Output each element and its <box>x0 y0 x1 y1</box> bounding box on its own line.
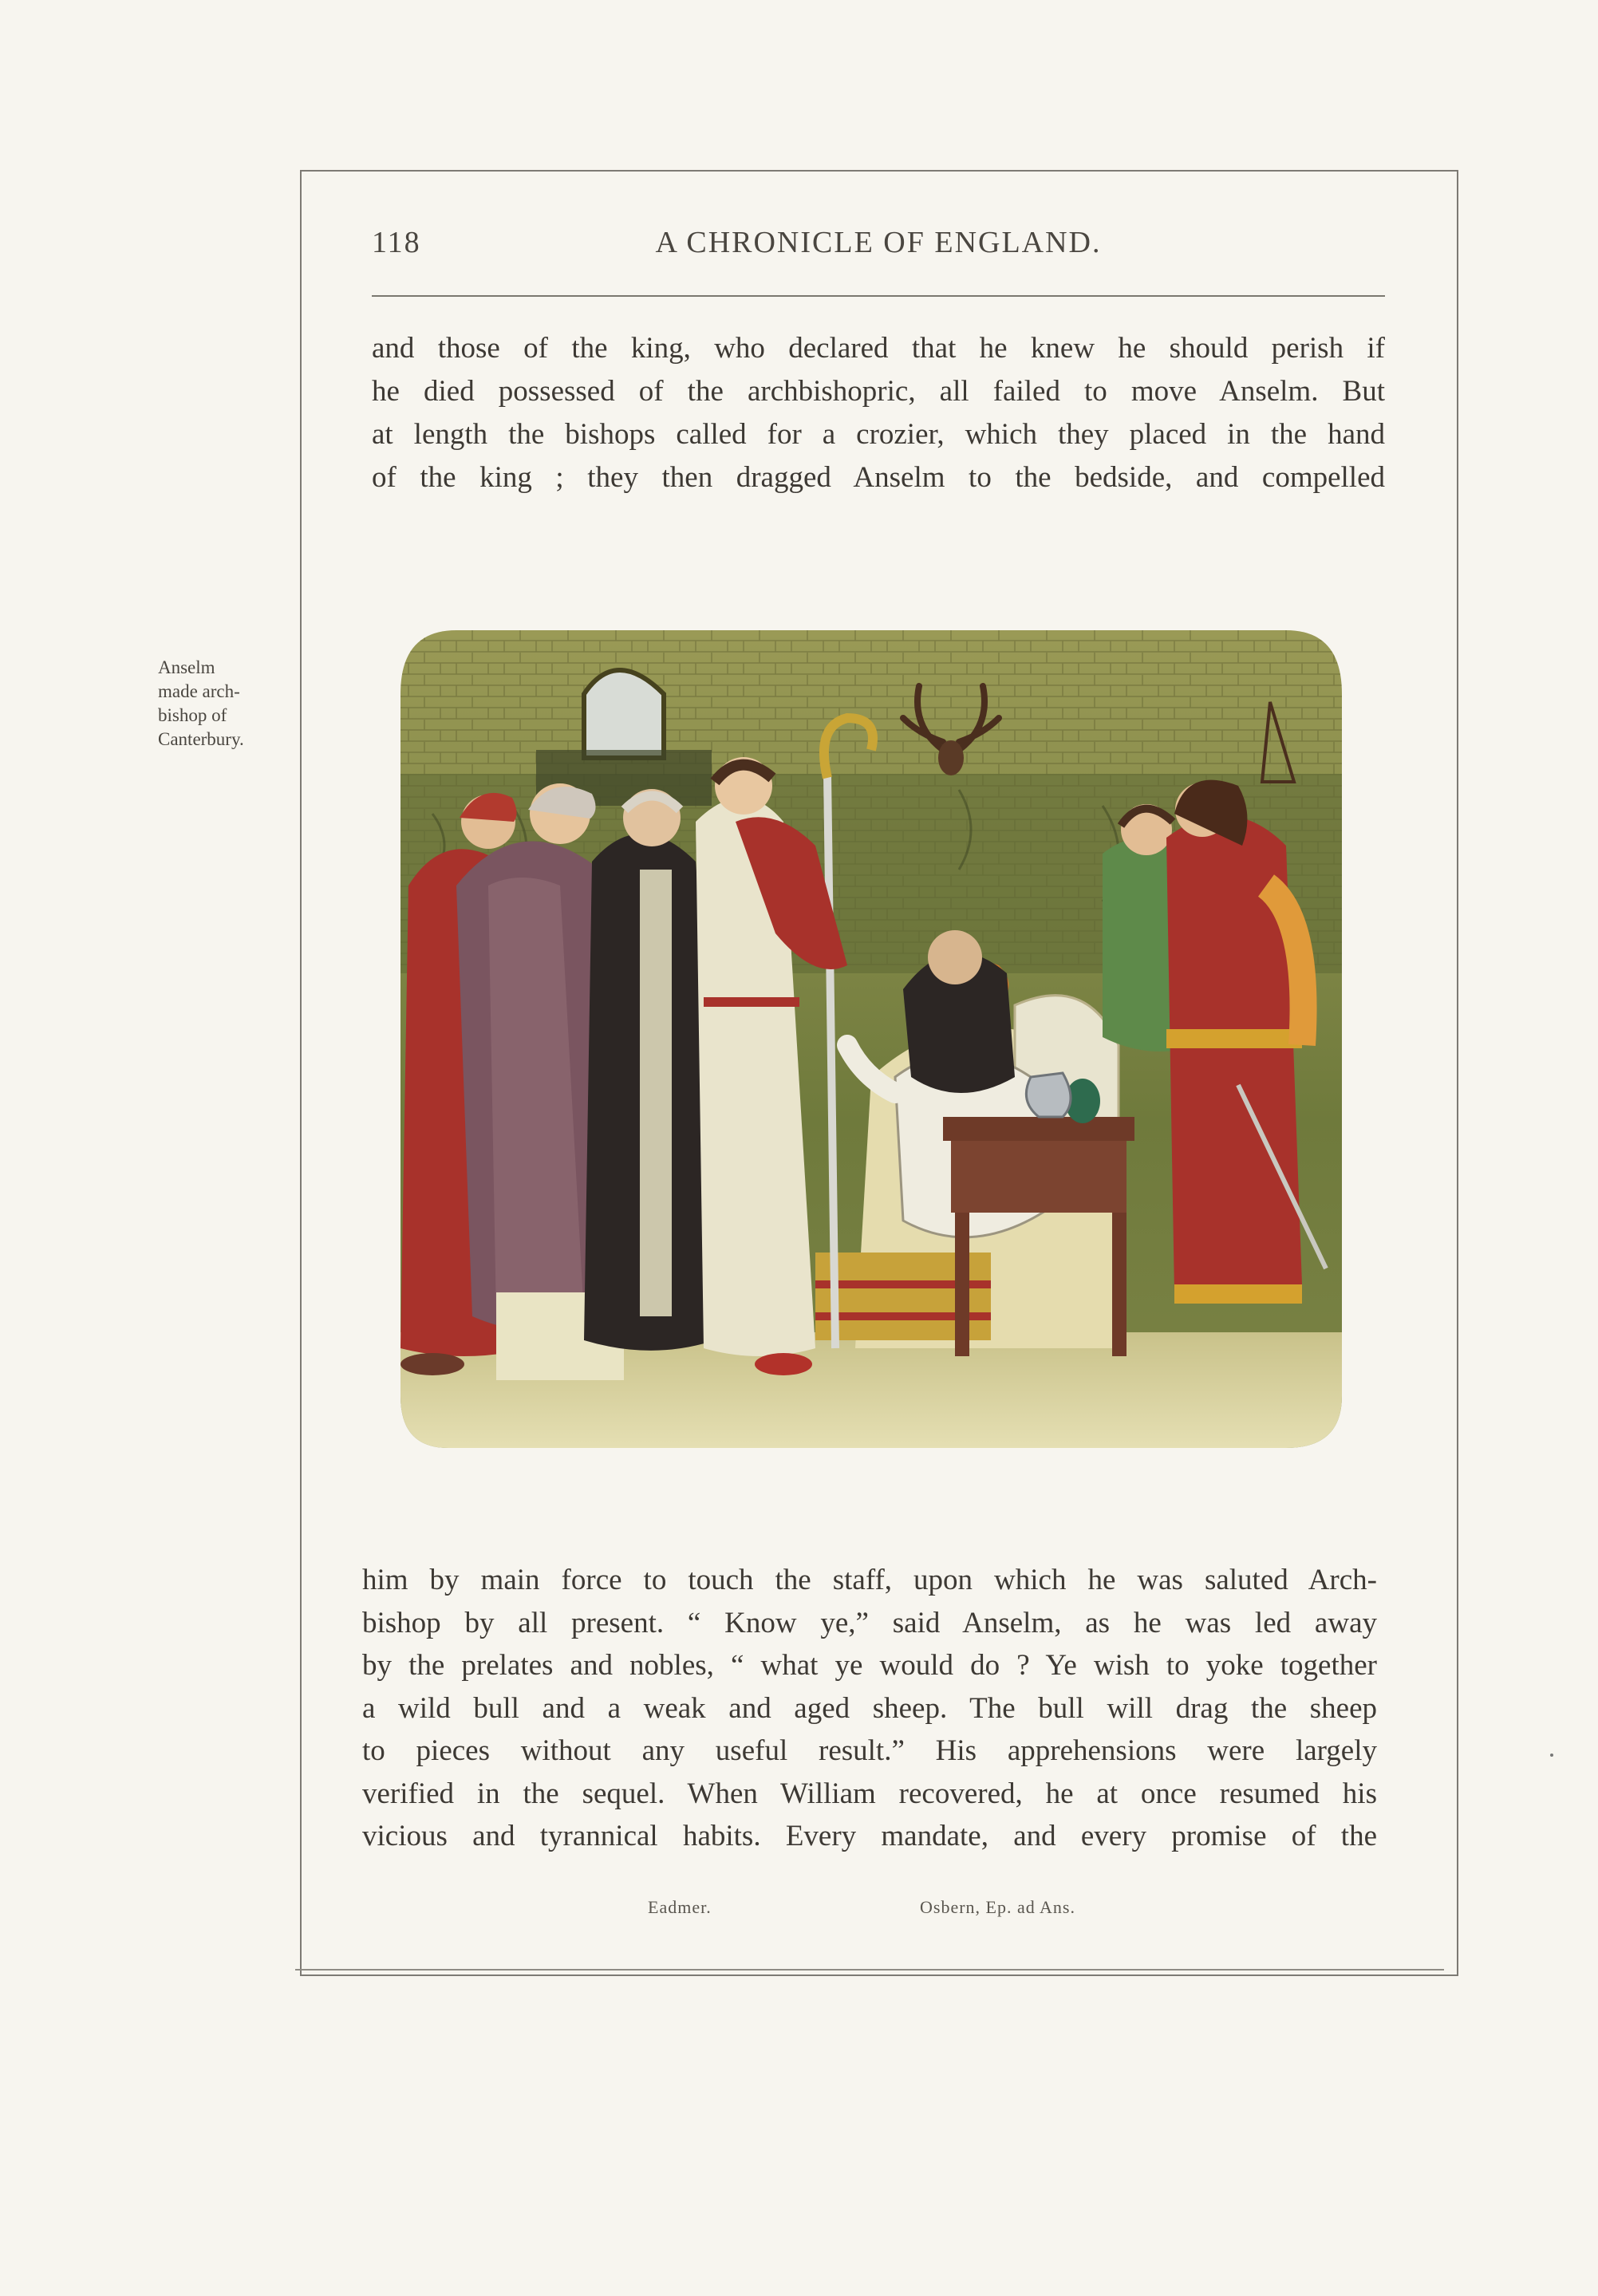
margin-sidenote <box>158 656 286 752</box>
text-line: bishop by all present. “ Know ye,” said Anselm, as he was led away <box>362 1606 1377 1639</box>
page-header <box>372 225 1385 265</box>
sidenote-line: Anselm <box>158 657 215 677</box>
arched-window <box>584 670 664 758</box>
text-line: a wild bull and a weak and aged sheep. The bull will drag the sheep <box>362 1691 1377 1725</box>
text-line: verified in the sequel. When William recovered, he at once resumed his <box>362 1777 1377 1810</box>
paragraph-top <box>372 327 1385 499</box>
illustration-anselm-crozier <box>400 630 1342 1448</box>
text-line: at length the bishops called for a crozier, which they placed in the hand <box>372 418 1385 451</box>
pewter-jug <box>1026 1073 1071 1117</box>
footnote-eadmer: Eadmer. <box>648 1897 712 1917</box>
text-line: and those of the king, who declared that he knew he should perish if <box>372 332 1385 365</box>
footnote-osbern: Osbern, Ep. ad Ans. <box>920 1897 1075 1917</box>
paragraph-bottom <box>362 1559 1377 1858</box>
text-line: him by main force to touch the staff, upon which he was saluted Arch- <box>362 1564 1377 1596</box>
paper-speck <box>1550 1754 1553 1757</box>
page-number: 118 <box>372 226 421 259</box>
sidenote-line: made arch- <box>158 681 240 701</box>
bedside-table <box>943 1117 1134 1141</box>
sidenote-line: bishop of <box>158 705 227 725</box>
text-line: of the king ; they then dragged Anselm to the bedside, and compelled <box>372 461 1385 494</box>
text-line: to pieces without any useful result.” His apprehensions were largely <box>362 1734 1377 1767</box>
frame-shadow-line <box>295 1969 1444 1971</box>
text-line: he died possessed of the archbishopric, all failed to move Anselm. But <box>372 375 1385 408</box>
running-title: A CHRONICLE OF ENGLAND. <box>655 226 1102 259</box>
text-line: vicious and tyrannical habits. Every mandate, and every promise of the <box>362 1820 1377 1852</box>
text-line: by the prelates and nobles, “ what ye would do ? Ye wish to yoke together <box>362 1649 1377 1682</box>
sidenote-line: Canterbury. <box>158 729 244 749</box>
header-rule <box>372 295 1385 297</box>
